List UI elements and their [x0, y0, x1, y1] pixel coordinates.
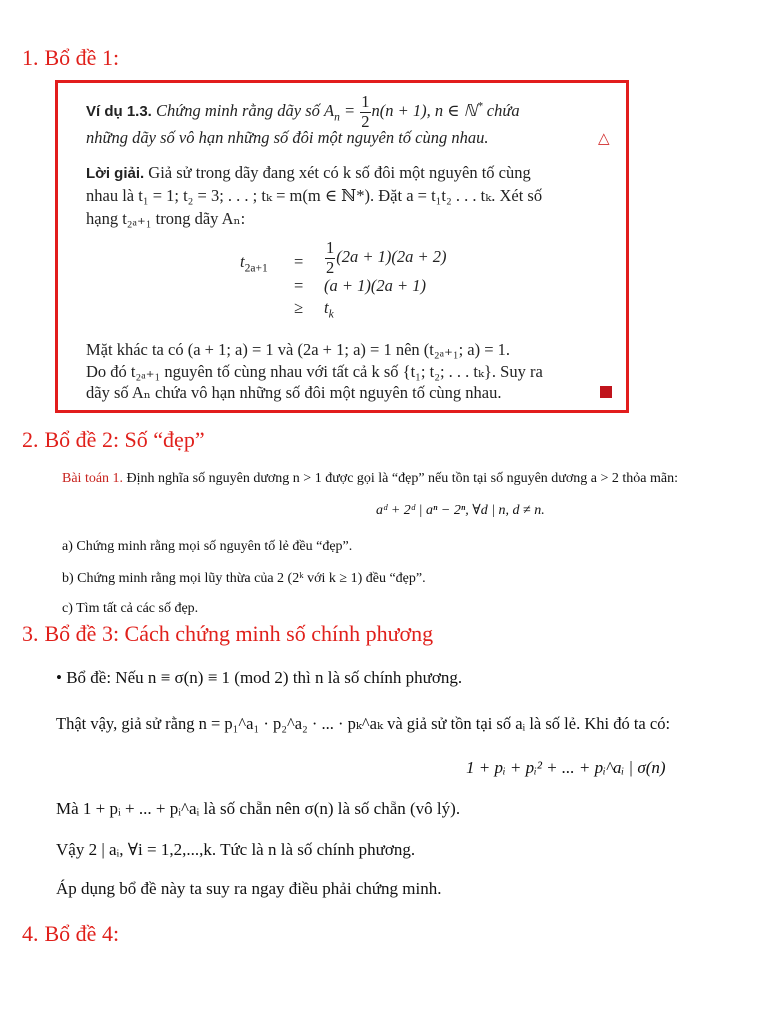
heading-3: [22, 621, 433, 647]
heading-4-text: Bổ đề 4:: [44, 921, 120, 946]
problem2-intro-text: Định nghĩa số nguyên dương n > 1 được gọi là “đẹp” nếu tồn tại số nguyên dương a > 2 thỏa mãn:: [126, 471, 678, 486]
example-statement-b: chứa: [486, 100, 520, 120]
heading-3-text: Bổ đề 3: Cách chứng minh số chính phương: [44, 621, 434, 646]
heading-2-text: Bổ đề 2: Số “đẹp”: [44, 427, 205, 452]
lemma3-application: Áp dụng bổ đề này ta suy ra ngay điều phải chứng minh.: [56, 879, 442, 898]
conclusion-line2: Do đó t₂ₐ₊₁ nguyên tố cùng nhau với tất cả k số {t₁; t₂; . . . tₖ}. Suy ra: [86, 362, 543, 381]
lemma3-even-sum: Mà 1 + pᵢ + ... + pᵢ^aᵢ là số chẵn nên σ(n) là số chẵn (vô lý).: [56, 799, 461, 818]
equation-eq-1: =: [294, 252, 304, 271]
heading-1-number: 1.: [22, 45, 39, 70]
conclusion-line1: Mặt khác ta có (a + 1; a) = 1 và (2a + 1; a) = 1 nên (t₂ₐ₊₁; a) = 1.: [86, 340, 511, 359]
qed-square-icon: [600, 386, 612, 398]
triangle-icon: △: [598, 131, 610, 147]
heading-2: [22, 427, 205, 453]
problem2-intro: [62, 471, 678, 487]
heading-4: [22, 921, 119, 947]
heading-2-number: 2.: [22, 427, 39, 452]
lemma3-conclusion: Vậy 2 | aᵢ, ∀i = 1,2,...,k. Tức là n là số chính phương.: [56, 840, 416, 859]
lemma3-proof-intro: Thật vậy, giả sử rằng n = p₁^a₁ · p₂^a₂ · ... · pₖ^aₖ và giả sử tồn tại số aᵢ là số lẻ. Khi đó ta có:: [56, 714, 671, 733]
heading-1: [22, 45, 119, 71]
example-label: Ví dụ 1.3.: [86, 102, 152, 120]
solution-text-1: Giả sử trong dãy đang xét có k số đôi một nguyên tố cùng: [148, 163, 531, 182]
heading-1-text: Bổ đề 1:: [44, 45, 120, 70]
solution-label: Lời giải.: [86, 165, 145, 182]
conclusion-line3: dãy số Aₙ chứa vô hạn những số đôi một nguyên tố cùng nhau.: [86, 383, 502, 402]
heading-3-number: 3.: [22, 621, 39, 646]
example-statement-line2: những dãy số vô hạn những số đôi một nguyên tố cùng nhau.: [86, 128, 489, 147]
lemma3-statement: • Bổ đề: Nếu n ≡ σ(n) ≡ 1 (mod 2) thì n là số chính phương.: [56, 668, 463, 687]
solution-line1: [86, 161, 531, 186]
example-statement-a: Chứng minh rằng dãy số: [155, 100, 320, 120]
equation-eq-2: =: [294, 276, 304, 295]
problem2-label: Bài toán 1.: [62, 471, 124, 486]
problem2-part-a: a) Chứng minh rằng mọi số nguyên tố lẻ đều “đẹp”.: [62, 539, 353, 554]
equation-rhs-1: $\frac{1}{2}$ (2a + 1)(2a + 2): [326, 238, 447, 277]
equation-rhs-2: (a + 1)(2a + 1): [324, 276, 426, 295]
solution-line2: nhau là t₁ = 1; t₂ = 3; . . . ; tₖ = m(m ∈ ℕ*). Đặt a = t₁t₂ . . . tₖ. Xét số: [86, 186, 543, 205]
sequence-formula: $A_n$ = $\frac{1}{2}$ n(n + 1), n ∈ ℕ*: [324, 92, 483, 131]
example-statement-line1: [86, 94, 520, 130]
problem2-part-c: c) Tìm tất cả các số đẹp.: [62, 601, 199, 616]
solution-line3: hạng t₂ₐ₊₁ trong dãy Aₙ:: [86, 209, 246, 228]
heading-4-number: 4.: [22, 921, 39, 946]
equation-rhs-3: $t_k$: [324, 298, 334, 321]
lemma3-divisibility: 1 + pᵢ + pᵢ² + ... + pᵢ^aᵢ | σ(n): [466, 758, 666, 777]
problem2-formula: aᵈ + 2ᵈ | aⁿ − 2ⁿ, ∀d | n, d ≠ n.: [376, 503, 545, 518]
equation-geq: ≥: [294, 298, 304, 317]
problem2-part-b: b) Chứng minh rằng mọi lũy thừa của 2 (2ᵏ với k ≥ 1) đều “đẹp”.: [62, 571, 426, 586]
equation-lhs: $t_{2a+1}$: [240, 252, 268, 275]
